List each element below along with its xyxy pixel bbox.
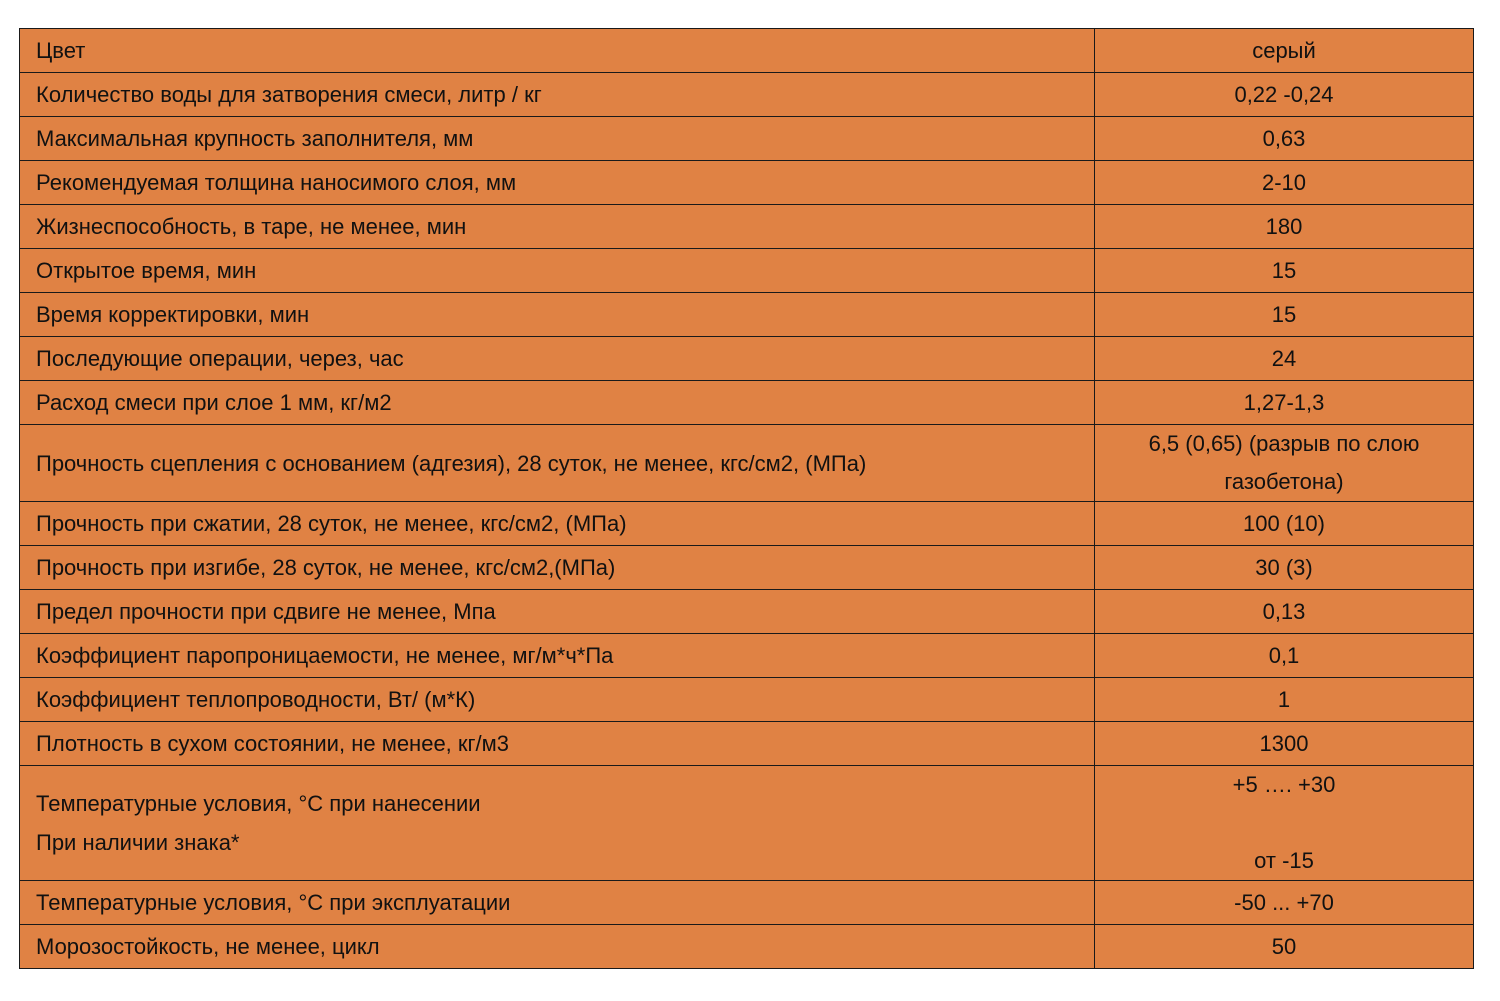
property-label: Прочность сцепления с основанием (адгезия), 28 суток, не менее, кгс/см2, (МПа) <box>20 425 1095 502</box>
property-value: 15 <box>1095 293 1474 337</box>
property-label: Цвет <box>20 29 1095 73</box>
property-value: 30 (3) <box>1095 546 1474 590</box>
table-row <box>20 546 1474 590</box>
property-value <box>1095 766 1474 881</box>
property-value: серый <box>1095 29 1474 73</box>
table-row <box>20 766 1474 881</box>
table-row <box>20 117 1474 161</box>
property-value: 100 (10) <box>1095 502 1474 546</box>
property-value: 1,27-1,3 <box>1095 381 1474 425</box>
property-value-line: газобетона) <box>1224 469 1344 494</box>
property-label: Максимальная крупность заполнителя, мм <box>20 117 1095 161</box>
table-row <box>20 502 1474 546</box>
property-label: Прочность при изгибе, 28 суток, не менее, кгс/см2,(МПа) <box>20 546 1095 590</box>
property-label: Коэффициент теплопроводности, Вт/ (м*К) <box>20 678 1095 722</box>
table-row <box>20 29 1474 73</box>
table-row <box>20 590 1474 634</box>
table-row <box>20 425 1474 502</box>
property-value: -50 ... +70 <box>1095 881 1474 925</box>
table-row <box>20 381 1474 425</box>
property-label: Температурные условия, °С при эксплуатации <box>20 881 1095 925</box>
property-value-line: +5 …. +30 <box>1232 772 1336 797</box>
property-label: Рекомендуемая толщина наносимого слоя, мм <box>20 161 1095 205</box>
property-label-line: При наличии знака* <box>36 830 240 855</box>
property-value <box>1095 425 1474 502</box>
table-row <box>20 161 1474 205</box>
property-label: Открытое время, мин <box>20 249 1095 293</box>
table-row <box>20 249 1474 293</box>
table-row <box>20 925 1474 969</box>
table-row <box>20 881 1474 925</box>
property-value: 180 <box>1095 205 1474 249</box>
property-label: Время корректировки, мин <box>20 293 1095 337</box>
property-value: 50 <box>1095 925 1474 969</box>
property-label: Последующие операции, через, час <box>20 337 1095 381</box>
table-row <box>20 73 1474 117</box>
property-label-line: Температурные условия, °С при нанесении <box>36 791 481 816</box>
property-value: 0,22 -0,24 <box>1095 73 1474 117</box>
property-value: 0,63 <box>1095 117 1474 161</box>
property-value: 2-10 <box>1095 161 1474 205</box>
table-row <box>20 634 1474 678</box>
property-value-line: от -15 <box>1254 848 1314 873</box>
property-value: 0,1 <box>1095 634 1474 678</box>
table-row <box>20 205 1474 249</box>
property-value: 1300 <box>1095 722 1474 766</box>
specifications-table <box>19 28 1474 969</box>
property-label: Расход смеси при слое 1 мм, кг/м2 <box>20 381 1095 425</box>
property-label: Предел прочности при сдвиге не менее, Мпа <box>20 590 1095 634</box>
table-row <box>20 293 1474 337</box>
property-label: Коэффициент паропроницаемости, не менее, мг/м*ч*Па <box>20 634 1095 678</box>
property-value: 1 <box>1095 678 1474 722</box>
property-value: 15 <box>1095 249 1474 293</box>
property-label: Плотность в сухом состоянии, не менее, кг/м3 <box>20 722 1095 766</box>
property-value: 0,13 <box>1095 590 1474 634</box>
table-row <box>20 722 1474 766</box>
property-label <box>20 766 1095 881</box>
property-label: Жизнеспособность, в таре, не менее, мин <box>20 205 1095 249</box>
property-label: Количество воды для затворения смеси, литр / кг <box>20 73 1095 117</box>
property-label: Морозостойкость, не менее, цикл <box>20 925 1095 969</box>
table-row <box>20 337 1474 381</box>
property-value: 24 <box>1095 337 1474 381</box>
property-label: Прочность при сжатии, 28 суток, не менее, кгс/см2, (МПа) <box>20 502 1095 546</box>
property-value-line: 6,5 (0,65) (разрыв по слою <box>1148 431 1420 456</box>
table-row <box>20 678 1474 722</box>
